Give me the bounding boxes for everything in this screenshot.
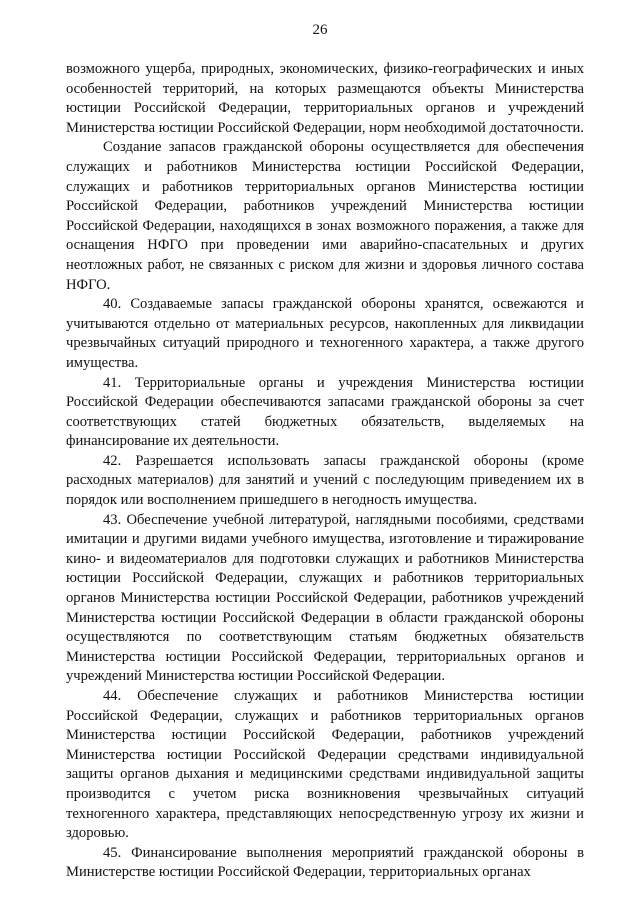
paragraph-item-42: 42. Разрешается использовать запасы гражданской обороны (кроме расходных материалов) для занятий и учений с последующим приведением их в порядок или восполнением пришедшего в негодность имущества. xyxy=(66,452,584,509)
paragraph-reserves-purpose: Создание запасов гражданской обороны осуществляется для обеспечения служащих и работников Министерства юстиции Российской Федерации, служащих и работников территориальных органов Министерства юстиции Российской Федерации, работников учреждений Министерства юстиции Российской Федерации, находящихся в зонах возможного поражения, а также для оснащения НФГО при проведении ими аварийно-спасательных и других неотложных работ, не связанных с риском для жизни и здоровья личного состава НФГО. xyxy=(66,139,584,293)
page-number: 26 xyxy=(312,22,328,38)
paragraph-item-44: 44. Обеспечение служащих и работников Министерства юстиции Российской Федерации, служащих и работников территориальных органов Министерства юстиции Российской Федерации, работников учреждений Министерства юстиции Российской Федерации средствами индивидуальной защиты органов дыхания и медицинскими средствами индивидуальной защиты производится с учетом риска возникновения чрезвычайных ситуаций техногенного характера, представляющих непосредственную угрозу их жизни и здоровью. xyxy=(66,688,584,842)
paragraph-continuation: возможного ущерба, природных, экономических, физико-географических и иных особенностей территорий, на которых размещаются объекты Министерства юстиции Российской Федерации, территориальных органов и учреждений Министерства юстиции Российской Федерации, норм необходимой достаточности. xyxy=(66,61,584,136)
document-body xyxy=(66,60,584,883)
paragraph-item-43: 43. Обеспечение учебной литературой, наглядными пособиями, средствами имитации и другими видами учебного имущества, изготовление и тиражирование кино- и видеоматериалов для подготовки служащих и работников Министерства юстиции Российской Федерации, служащих и работников территориальных органов Министерства юстиции Российской Федерации, работников учреждений Министерства юстиции Российской Федерации в области гражданской обороны осуществляются по соответствующим статьям бюджетных обязательств Министерства юстиции Российской Федерации, территориальных органов и учреждений Министерства юстиции Российской Федерации. xyxy=(66,511,584,685)
paragraph-item-40: 40. Создаваемые запасы гражданской обороны хранятся, освежаются и учитываются отдельно от материальных ресурсов, накопленных для ликвидации чрезвычайных ситуаций природного и техногенного характера, а также другого имущества. xyxy=(66,296,584,371)
paragraph-item-45: 45. Финансирование выполнения мероприятий гражданской обороны в Министерстве юстиции Российской Федерации, территориальных органах xyxy=(66,844,584,881)
paragraph-item-41: 41. Территориальные органы и учреждения Министерства юстиции Российской Федерации обеспечиваются запасами гражданской обороны за счет соответствующих статей бюджетных обязательств, выделяемых на финансирование их деятельности. xyxy=(66,374,584,450)
